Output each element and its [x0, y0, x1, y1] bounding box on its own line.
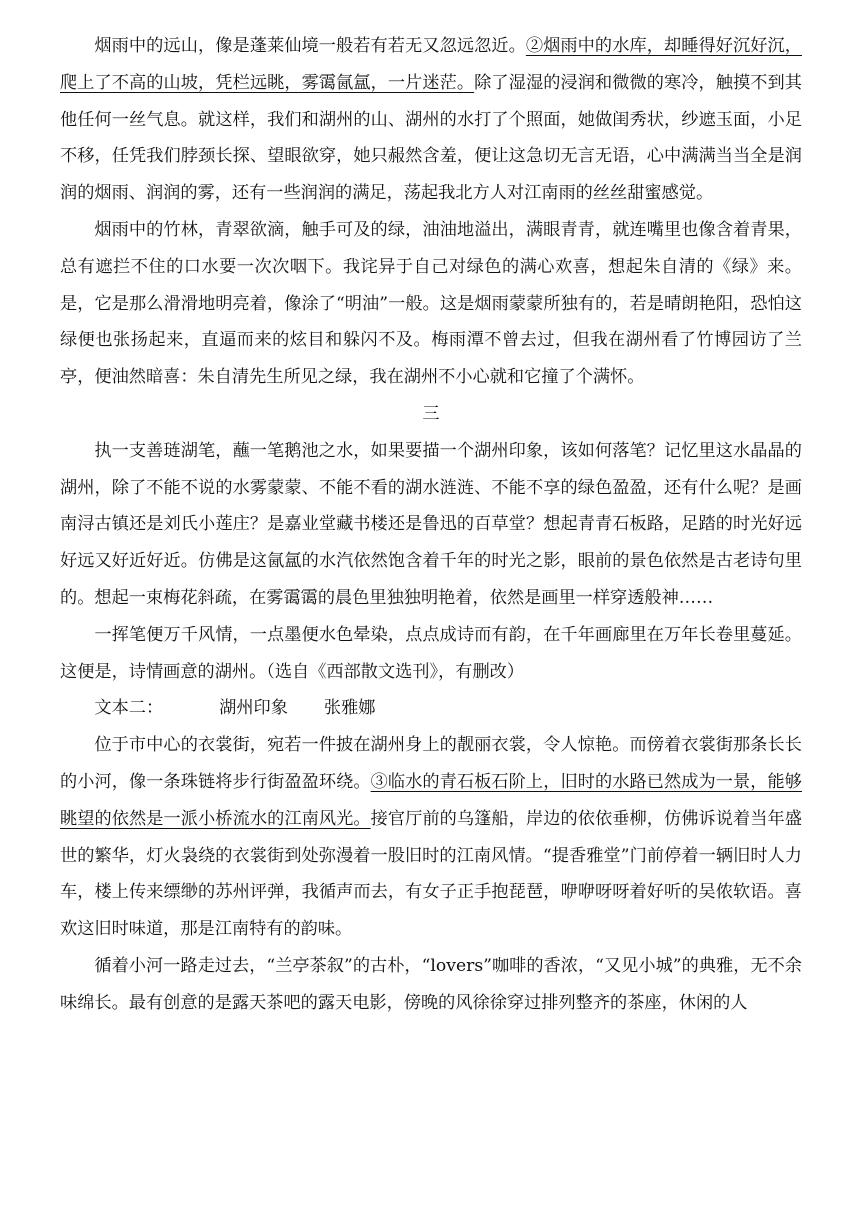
text2-title: 湖州印象: [219, 698, 288, 719]
document-page: [60, 28, 802, 1022]
section-heading: 三: [422, 403, 440, 424]
paragraph-along-the-river: 循着小河一路走过去，“兰亭茶叙”的古朴，“lovers”咖啡的香浓，“又见小城”的典雅，无不余味绵长。最有创意的是露天茶吧的露天电影，傍晚的风徐徐穿过排列整齐的茶座，休闲的人: [60, 955, 802, 1013]
paragraph-distant-mountain: [60, 28, 802, 212]
paragraph-clothing-street: [60, 727, 802, 948]
text-segment: 除了湿湿的浸润和微微的寒冷，触摸不到其他任何一丝气息。就这样，我们和湖州的山、湖州的水打了个照面，她做闺秀状，纱遮玉面，小足不移，任凭我们脖颈长探、望眼欲穿，她只赧然含羞，便让这急切无言无语，心中满满当当全是润润的烟雨、润润的雾，还有一些润润的满足，荡起我北方人对江南雨的丝丝甜蜜感觉。: [60, 72, 802, 204]
paragraph-bamboo-forest: 烟雨中的竹林，青翠欲滴，触手可及的绿，油油地溢出，满眼青青，就连嘴里也像含着青果，总有遮拦不住的口水要一次次咽下。我诧异于自己对绿色的满心欢喜，想起朱自清的《绿》来。是，它是那么滑滑地明亮着，像涂了“明油”一般。这是烟雨蒙蒙所独有的，若是晴朗艳阳，恐怕这绿便也张扬起来，直逼而来的炫目和躲闪不及。梅雨潭不曾去过，但我在湖州看了竹博园访了兰亭，便油然暗喜：朱自清先生所见之绿，我在湖州不小心就和它撞了个满怀。: [60, 219, 802, 388]
text-segment: 烟雨中的远山，像是蓬莱仙境一般若有若无又忽远忽近。: [94, 36, 526, 56]
text2-label: 文本二：: [94, 698, 164, 719]
paragraph-huzhou-impression: 执一支善琏湖笔，蘸一笔鹅池之水，如果要描一个湖州印象，该如何落笔？记忆里这水晶晶的湖州，除了不能不说的水雾蒙蒙、不能不看的湖水涟涟、不能不享的绿色盈盈，还有什么呢？是画南浔古镇还是刘氏小莲庄？是嘉业堂藏书楼还是鲁迅的百草堂？想起青青石板路，足踏的时光好远好远又好近好近。仿佛是这氤氲的水汽依然饱含着千年的时光之影，眼前的景色依然是古老诗句里的。想起一束梅花斜疏，在雾霭霭的晨色里独独明艳着，依然是画里一样穿透般神……: [60, 440, 802, 608]
text-segment: 接官厅前的乌篷船，岸边的依依垂柳，仿佛诉说着当年盛世的繁华，灯火袅绕的衣裳街到处弥漫着一股旧时的江南风情。“提香雅堂”门前停着一辆旧时人力车，楼上传来缥缈的苏州评弹，我循声而去，有女子正手抱琵琶，咿咿呀呀着好听的吴侬软语。喜欢这旧时味道，那是江南特有的韵味。: [60, 808, 802, 940]
text2-author: 张雅娜: [323, 698, 376, 719]
text-segment: 位于市中心的衣裳街，宛若一件披在湖州身上的靓丽衣裳，令人惊艳。而傍着衣裳街那条长长的小河，像一条珠链将步行街盈盈环绕。: [60, 735, 802, 792]
paragraph-poetic-huzhou: 一挥笔便万千风情，一点墨便水色晕染，点点成诗而有韵，在千年画廊里在万年长卷里蔓延。这便是，诗情画意的湖州。（选自《西部散文选刊》，有删改）: [60, 624, 802, 682]
underlined-sentence-2: ②烟雨中的水库，却睡得好沉好沉，爬上了不高的山坡，凭栏远眺，雾霭氤氲，一片迷茫。: [60, 36, 802, 93]
text2-header: [60, 690, 802, 727]
underlined-sentence-3: ③临水的青石板石阶上，旧时的水路已然成为一景，能够眺望的依然是一派小桥流水的江南风光。: [60, 771, 802, 829]
